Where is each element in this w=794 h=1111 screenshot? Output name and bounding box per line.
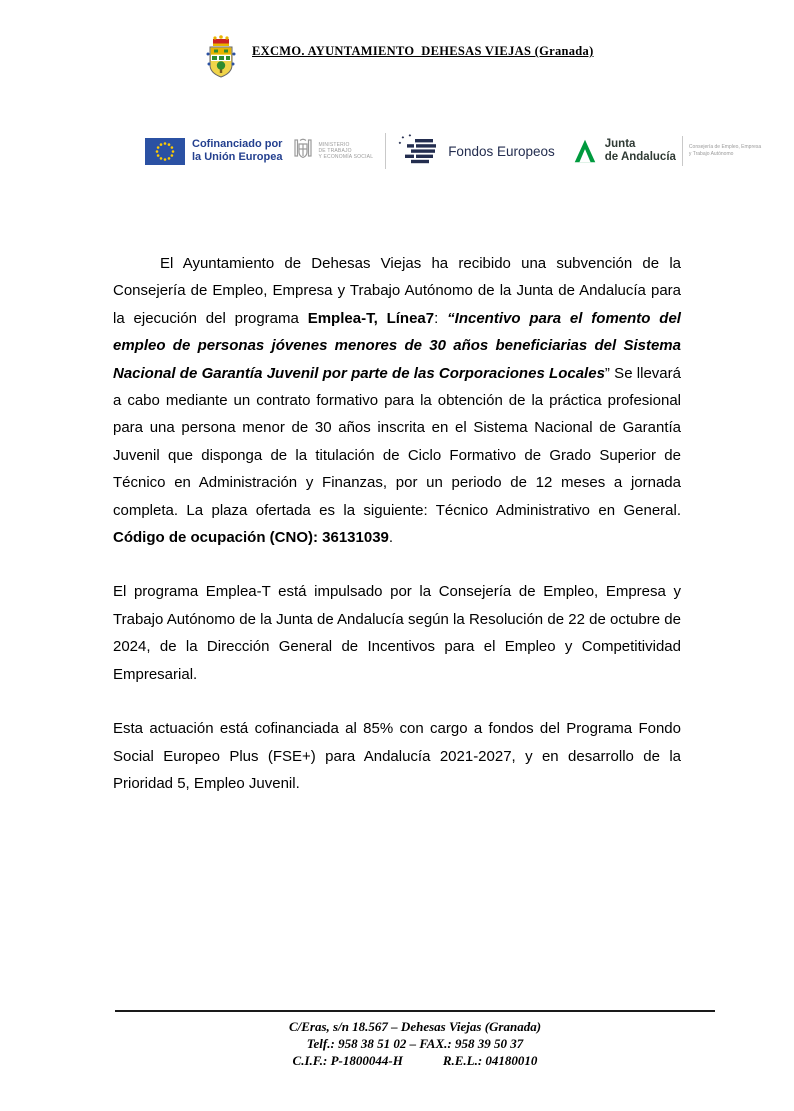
municipal-crest-icon bbox=[203, 34, 239, 80]
footer-registry-line bbox=[115, 1052, 715, 1069]
junta-andalucia-icon bbox=[571, 137, 599, 165]
consejeria-label: Consejería de Empleo, Empresa y Trabajo Autónomo bbox=[688, 144, 762, 157]
paragraph-subsidy: El Ayuntamiento de Dehesas Viejas ha recibido una subvención de la Consejería de Empleo, Empresa y Trabajo Autónomo de la Junta de Andalucía para la ejecución del programa Emplea-T, Línea7: “Incentivo para el fomento del empleo de personas jóvenes menores de 30 años beneficiarias del Sistema Nacional de Garantía Juvenil por parte de las Corporaciones Locales” Se llevará a cabo mediante un contrato formativo para la obtención de la práctica profesional para una persona menor de 30 años inscrita en el Sistema Nacional de Garantía Juvenil que disponga de la titulación de Ciclo Formativo de Grado Superior de Técnico en Administración y Finanzas, por un periodo de 12 meses a jornada completa. La plaza ofertada es la siguiente: Técnico Administrativo en General. Código de ocupación (CNO): 36131039. bbox=[113, 255, 681, 547]
fondos-europeos-label: Fondos Europeos bbox=[448, 143, 555, 159]
logo-divider bbox=[682, 136, 683, 166]
header-entity-title: EXCMO. AYUNTAMIENTO DEHESAS VIEJAS (Granada) bbox=[252, 44, 594, 58]
footer-phone-fax: Telf.: 958 38 51 02 – FAX.: 958 39 50 37 bbox=[306, 1036, 524, 1051]
fondos-europeos-logo bbox=[398, 134, 555, 168]
paragraph-program: El programa Emplea-T está impulsado por la Consejería de Empleo, Empresa y Trabajo Autónomo de la Junta de Andalucía según la Resolución de 22 de octubre de 2024, de la Dirección General de Incentivos para el Empleo y Competitividad Empresarial. bbox=[113, 583, 681, 683]
ministry-logo bbox=[292, 136, 373, 166]
junta-andalucia-label: Junta de Andalucía bbox=[604, 138, 676, 163]
fondos-europeos-icon bbox=[398, 134, 440, 168]
footer-rel: R.E.L.: 04180010 bbox=[442, 1053, 538, 1068]
document-body bbox=[113, 250, 681, 824]
eu-flag-icon bbox=[145, 138, 185, 165]
document-footer bbox=[115, 1010, 715, 1069]
eu-cofinancing-label: Cofinanciado por la Unión Europea bbox=[192, 138, 283, 163]
cofinancing-logos-bar bbox=[145, 126, 762, 176]
footer-cif: C.I.F.: P-1800044-H bbox=[292, 1053, 403, 1068]
spain-coat-of-arms-icon bbox=[292, 136, 314, 166]
footer-address: C/Eras, s/n 18.567 – Dehesas Viejas (Granada) bbox=[288, 1019, 542, 1034]
junta-andalucia-logo bbox=[571, 136, 761, 166]
logo-divider bbox=[385, 133, 386, 169]
paragraph-cofinancing: Esta actuación está cofinanciada al 85% con cargo a fondos del Programa Fondo Social Europeo Plus (FSE+) para Andalucía 2021-2027, y en desarrollo de la Prioridad 5, Empleo Juvenil. bbox=[113, 720, 681, 792]
ministry-label: MINISTERIO DE TRABAJO Y ECONOMÍA SOCIAL bbox=[318, 142, 374, 160]
